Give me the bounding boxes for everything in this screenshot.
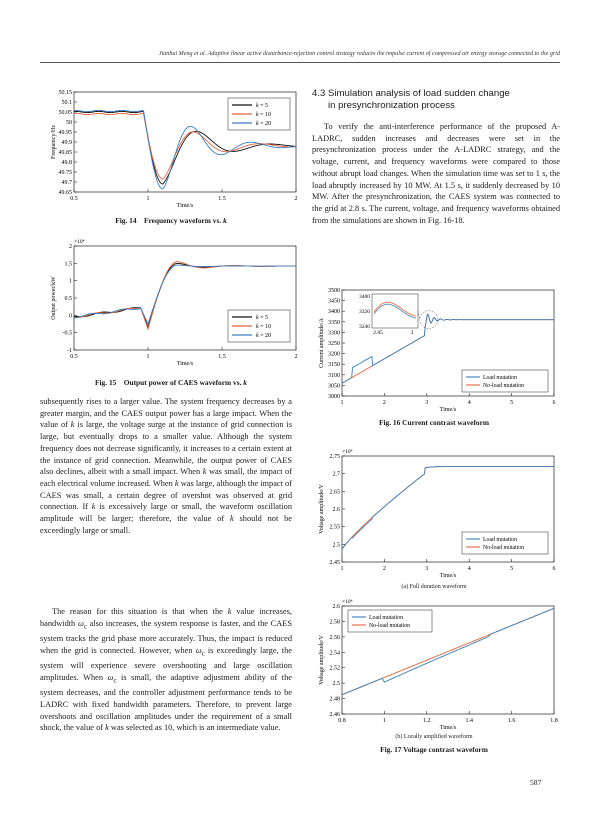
caption-var: k (243, 378, 247, 387)
y-tick-label: 3450 (328, 298, 340, 305)
zoom-connector (418, 311, 420, 320)
legend-entry: Load mutation (369, 615, 403, 621)
axis-multiplier: ×10⁴ (342, 599, 353, 605)
y-tick-label: 2.45 (329, 560, 340, 566)
figure-14 (40, 88, 302, 212)
figure-17a-subcaption: (a) Full duration waveform (401, 584, 467, 590)
inset-y-label: 3400 (359, 294, 370, 300)
y-tick-label: 50.15 (58, 90, 72, 96)
legend-entry: k = 20 (256, 333, 272, 339)
y-tick-label: 49.75 (58, 170, 72, 176)
x-tick-label: 1.6 (507, 718, 516, 724)
y-tick-label: 3050 (328, 383, 340, 390)
figure-17a (308, 448, 560, 580)
x-tick-label: 5 (510, 566, 514, 572)
voltage-zoom-chart (308, 596, 560, 732)
y-tick-label: 2.6 (332, 507, 340, 513)
x-axis-label: Time/s (176, 361, 194, 367)
y-axis-label: Voltage amplitude/V (319, 484, 325, 534)
section-number: 4.3 (312, 88, 326, 99)
inset-frame (372, 294, 418, 328)
x-tick-label: 1.4 (465, 718, 473, 724)
x-tick-label: 6 (552, 566, 556, 572)
caption-text: Frequency waveform vs. (143, 216, 224, 225)
x-tick-label: 4 (467, 400, 471, 406)
header-rule (40, 62, 560, 63)
y-tick-label: -1 (67, 348, 72, 354)
axis-multiplier: ×10⁴ (74, 239, 85, 245)
voltage-full-chart (308, 448, 560, 580)
x-axis-label: Time/s (439, 725, 457, 731)
x-tick-label: 1.8 (550, 718, 558, 724)
x-tick-label: 2 (382, 566, 386, 572)
y-tick-label: 3400 (328, 309, 340, 316)
x-tick-label: 4 (467, 566, 471, 572)
y-tick-label: 2.5 (332, 681, 340, 688)
x-tick-label: 1 (146, 354, 150, 360)
x-tick-label: 5 (510, 400, 514, 406)
y-tick-label: 49.7 (61, 180, 72, 186)
figure-17b-subcaption: (b) Locally amplified waveform (395, 734, 473, 740)
figure-15 (40, 238, 302, 370)
inset-y-label: 3320 (359, 309, 370, 315)
legend-entry: No-load mutation (483, 383, 525, 389)
figure-17b (308, 596, 560, 732)
legend-entry: k = 10 (256, 324, 272, 330)
y-tick-label: 2.52 (329, 665, 340, 672)
legend-entry: k = 5 (256, 315, 269, 321)
left-paragraph-1: subsequently rises to a larger value. The system frequency decreases by a greater margin, and the CAES output power has a large impact. When the value of k is large, the voltage surge at the instance of grid connection is large, but eventually drops to a smaller value. Although the system frequency does not decrease significantly, it increases to a certain extent at the instance of grid connection. Meanwhile, the output power of CAES also declines, albeit with a small impact. When k was small, the impact of each electrical volume increased. When k was large, although the impact of CAES was small, a certain degree of overshot was observed at grid connection. If k is excessively large or small, the waveform oscillation amplitude will be larger; therefore, the value of k should not be exceedingly large or small. (40, 397, 292, 535)
y-tick-label: 2.6 (332, 604, 340, 610)
y-tick-label: 2.55 (329, 524, 340, 531)
figure-16 (308, 284, 560, 414)
y-tick-label: 2.48 (329, 696, 340, 703)
y-tick-label: 49.8 (61, 160, 72, 166)
y-tick-label: 3100 (328, 372, 340, 379)
output-power-chart (40, 238, 302, 370)
y-axis-label: Current amplitude/A (319, 318, 325, 368)
x-tick-label: 0.5 (70, 354, 78, 360)
y-tick-label: 0.5 (64, 296, 72, 302)
running-header: Jianhui Meng et al. Adaptive linear active disturbance-rejection control strategy reduces the impulse current of compressed air energy storage connected to the grid (158, 51, 560, 57)
x-axis-label: Time/s (439, 407, 457, 413)
y-tick-label: 50.1 (61, 100, 72, 106)
y-tick-label: 2.7 (332, 471, 340, 478)
y-tick-label: 3300 (328, 330, 340, 337)
section-title-line1: Simulation analysis of load sudden change (328, 88, 510, 99)
y-tick-label: 50 (66, 120, 72, 126)
page-number: 587 (530, 778, 542, 787)
axis-multiplier: ×10⁴ (342, 449, 353, 455)
x-tick-label: 1 (146, 196, 150, 202)
inset-x-label: 3 (410, 330, 414, 336)
frequency-chart (40, 88, 302, 212)
x-tick-label: 1 (340, 400, 344, 406)
x-tick-label: 1 (382, 718, 386, 724)
legend-entry: Load mutation (483, 537, 517, 543)
y-tick-label: 2.54 (329, 650, 340, 657)
caption-var: k (223, 216, 227, 225)
figure-17-caption: Fig. 17 Voltage contrast waveform (380, 745, 488, 754)
y-tick-label: 3000 (328, 394, 340, 400)
y-tick-label: 3150 (328, 362, 340, 369)
y-tick-label: 3250 (328, 341, 340, 347)
y-axis-label: Voltage amplitude/V (319, 635, 325, 685)
y-tick-label: 1 (69, 278, 72, 285)
x-tick-label: 1.5 (218, 196, 226, 202)
y-tick-label: 50.05 (58, 110, 72, 116)
section-heading (312, 88, 560, 112)
x-tick-label: 1 (340, 566, 344, 572)
x-tick-label: 2 (294, 196, 298, 202)
caption-text: Output power of CAES waveform vs. (123, 378, 244, 387)
x-axis-label: Time/s (439, 573, 457, 579)
x-tick-label: 1.2 (423, 718, 431, 724)
y-tick-label: 0 (69, 313, 72, 320)
section-title-line2: in presynchronization process (328, 100, 455, 111)
x-tick-label: 3 (425, 566, 429, 572)
y-tick-label: -0.5 (62, 330, 72, 337)
current-chart (308, 284, 560, 414)
legend-entry: No-load mutation (483, 545, 525, 551)
inset-y-label: 3240 (359, 324, 370, 330)
legend-entry: No-load mutation (369, 623, 411, 629)
y-axis-label: Frequency/Hz (51, 125, 57, 159)
y-tick-label: 1.5 (64, 261, 72, 268)
x-tick-label: 0.5 (70, 196, 78, 202)
y-tick-label: 49.9 (61, 140, 72, 146)
x-tick-label: 2 (382, 400, 386, 406)
caption-label: Fig. 14 (115, 216, 137, 225)
y-tick-label: 2.65 (329, 489, 340, 496)
x-tick-label: 2 (294, 354, 298, 360)
y-tick-label: 2 (69, 244, 72, 250)
y-axis-label: Output power/kW (51, 276, 57, 320)
left-paragraph-2: The reason for this situation is that when the k value increases, bandwidth $\omega_c$ also increases, the system response is faster, and the CAES system tracks the grid phase more accurately. Thus, the impact is reduced when the grid is connected. However, when $\omega_c$ is exceedingly large, the system will experience severe overshooting and large oscillation amplitudes. When $\omega_c$ is small, the adaptive adjustment ability of the system decreases, and the controller adjustment performance tends to be LADRC with fixed bandwidth parameters. Therefore, to prevent large overshoots and oscillation amplitudes under the requirement of a small shock, the value of k was selected as 10, which is an intermediate value. (40, 607, 293, 733)
y-tick-label: 2.56 (329, 634, 340, 641)
y-tick-label: 2.5 (332, 542, 340, 549)
x-axis-label: Time/s (176, 203, 194, 209)
y-tick-label: 2.75 (329, 454, 340, 460)
right-paragraph: To verify the anti-interference performance of the proposed A-LADRC, sudden increases and decreases were set in the presynchronization process under the A-LADRC strategy, and the voltage, current, and frequency waveforms were compared to those without abrupt load changes. When the simulation time was set to 1 s, the load abruptly increased by 10 MW. At 1.5 s, it suddenly decreased by 10 MW. After the presynchronization, the CAES system was connected to the grid at 2.8 s. The current, voltage, and frequency waveforms obtained from the simulations are shown in Fig. 16-18. (312, 122, 560, 225)
x-tick-label: 6 (552, 400, 556, 406)
x-tick-label: 3 (425, 400, 429, 406)
y-tick-label: 2.46 (329, 712, 340, 718)
y-tick-label: 3350 (328, 319, 340, 326)
legend-entry: k = 5 (256, 103, 269, 109)
figure-15-caption (40, 378, 302, 387)
y-tick-label: 2.58 (329, 619, 340, 626)
x-tick-label: 1.5 (218, 354, 226, 360)
legend-entry: k = 10 (256, 112, 272, 118)
figure-16-caption: Fig. 16 Current contrast waveform (378, 418, 490, 427)
figure-14-caption (40, 216, 302, 225)
y-tick-label: 49.65 (58, 190, 72, 196)
caption-label: Fig. 15 (94, 378, 117, 387)
x-tick-label: 0.8 (338, 718, 346, 724)
legend-entry: Load mutation (483, 375, 517, 381)
zoom-circle (420, 311, 438, 329)
y-tick-label: 49.95 (58, 130, 72, 136)
y-tick-label: 3500 (328, 288, 340, 294)
y-tick-label: 49.85 (58, 150, 72, 156)
inset-x-label: 2.85 (373, 330, 383, 336)
legend-entry: k = 20 (256, 121, 272, 127)
y-tick-label: 3200 (328, 351, 340, 358)
